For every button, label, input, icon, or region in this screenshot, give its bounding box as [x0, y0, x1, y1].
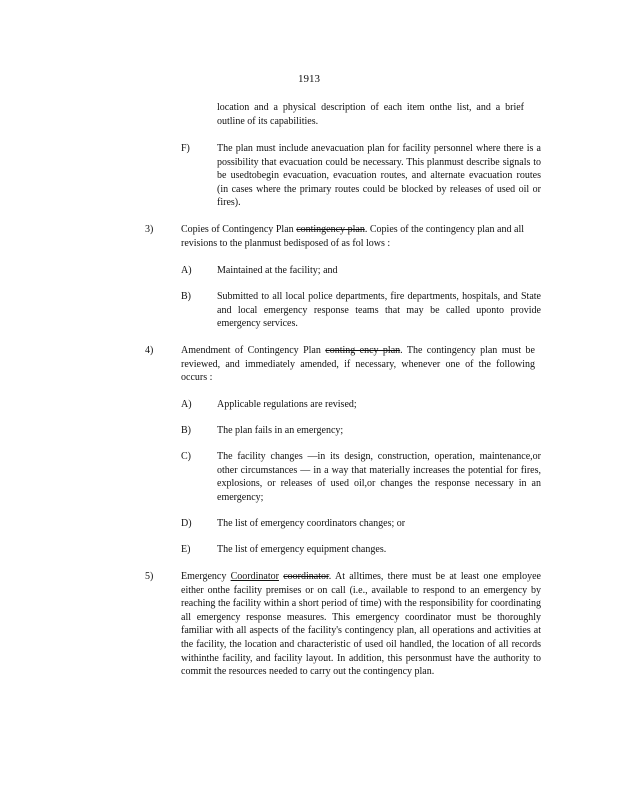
section-4-item-b-label: B) [181, 425, 191, 436]
section-3-text [181, 223, 524, 250]
section-4-item-d-text: The list of emergency coordinators changes; or [217, 518, 406, 529]
section-5-text-b: . At alltimes, there must be at least one employee either onthe facility premises or on call (i.e., available to respond to an emergency by reaching the facility within a short period of time) with the responsibility for coordinating all emergency response measures. This emergency coordinator must be thoroughly familiar with all aspects of the facility's contingency plan, all operations and activities at the facility, the location and characteristic of used oil handled, the location of all records withinthe facility, and facility layout. In addition, this personmust have the authority to commit the resources needed to carry out the contingency plan. [181, 571, 541, 678]
section-4-text-a: Amendment of Contingency Plan [181, 345, 326, 356]
section-4-item-c-label: C) [181, 451, 191, 462]
section-4-item-c-text: The facility changes —in its design, construction, operation, maintenance,or other circumstances — in a way that materially increases the potential for fires, explosions, or releases of used oil,or changes the response necessary in an emergency; [217, 451, 541, 503]
section-5-text [181, 570, 541, 679]
section-5-struck: coordinator [283, 571, 329, 582]
section-4-text-b: . The contingency plan must be reviewed, and immediately amended, if necessary, whenever one of the following occurs : [181, 345, 535, 384]
item-f-label: F) [181, 143, 190, 154]
section-4-item-e-text: The list of emergency equipment changes. [217, 544, 387, 555]
section-3-number: 3) [145, 224, 154, 235]
section-3-text-b: . Copies of the contingency plan and all revisions to the planmust bedisposed of as fol lows : [181, 224, 524, 249]
section-4-item-b-text: The plan fails in an emergency; [217, 425, 344, 436]
section-3-item-a-label: A) [181, 265, 192, 276]
item-f-text: The plan must include anevacuation plan for facility personnel where there is a possibility that evacuation could be necessary. This planmust describe signals to be usedtobegin evacuation, evacuation routes, and alternate evacuation routes (in cases where the primary routes could be blocked by releases of used oil or fires). [217, 143, 541, 209]
section-4-item-d-label: D) [181, 518, 192, 529]
continued-text: location and a physical description of each item onthe list, and a brief outline of its capabilities. [217, 102, 524, 127]
section-4-item-a-text: Applicable regulations are revised; [217, 399, 357, 410]
section-3-text-a: Copies of Contingency Plan [181, 224, 297, 235]
page-number: 1913 [298, 73, 320, 85]
section-5-underlined: Coordinator [230, 571, 279, 582]
section-4-item-a-label: A) [181, 399, 192, 410]
section-5-text-a: Emergency [181, 571, 231, 582]
section-4-struck: conting ency plan [325, 345, 401, 356]
section-5-number: 5) [145, 571, 154, 582]
section-3-item-b-text: Submitted to all local police departments, fire departments, hospitals, and State and local emergency response teams that may be called uponto provide emergency services. [217, 291, 541, 330]
section-4-number: 4) [145, 345, 154, 356]
section-4-text [181, 344, 535, 385]
section-3-item-b-label: B) [181, 291, 191, 302]
section-3-item-a-text: Maintained at the facility; and [217, 265, 338, 276]
section-3-struck: contingency plan [296, 224, 365, 235]
section-4-item-e-label: E) [181, 544, 191, 555]
